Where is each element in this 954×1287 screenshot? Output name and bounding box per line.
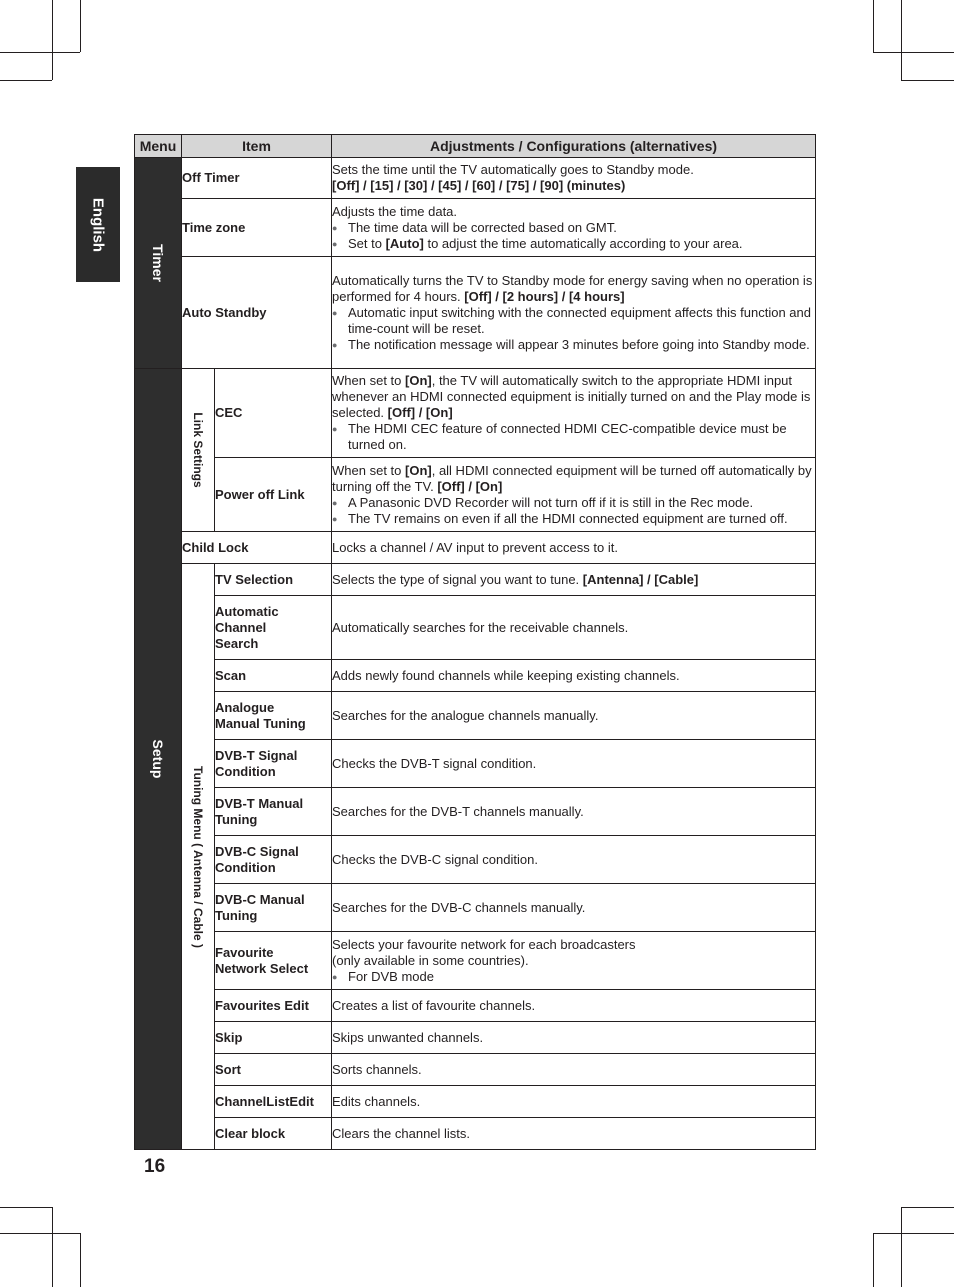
crop-mark — [0, 1207, 52, 1208]
item-line: Tuning — [215, 907, 258, 923]
crop-mark — [80, 1233, 81, 1287]
desc-tuning: Automatically searches for the receivable channels. — [332, 596, 816, 660]
desc-text — [332, 273, 815, 305]
item-line: Channel — [215, 619, 267, 635]
options-text: [Off] / [15] / [30] / [45] / [60] / [75] / [90] (minutes) — [332, 178, 626, 193]
table-row — [135, 458, 816, 532]
desc-text-part: When set to — [332, 462, 405, 478]
table-row — [135, 740, 816, 788]
item-channel-list-edit: ChannelListEdit — [215, 1086, 332, 1118]
desc-child-lock: Locks a channel / AV input to prevent access to it. — [332, 532, 816, 564]
table-row — [135, 596, 816, 660]
bullet-text: Set to — [348, 235, 386, 251]
desc-tuning: Searches for the DVB-T channels manually. — [332, 788, 816, 836]
item-tv-selection: TV Selection — [215, 564, 332, 596]
bullet-item: ● The time data will be corrected based on GMT. — [332, 220, 815, 236]
crop-mark — [873, 1233, 874, 1287]
item-column-header: Item — [182, 135, 332, 158]
table-row — [135, 990, 816, 1022]
desc-text-part: , all HDMI connected equipment will be turned off automatically by turning off the TV. — [332, 462, 812, 494]
bullet-item — [332, 236, 815, 252]
table-row — [135, 932, 816, 990]
item-skip: Skip — [215, 1022, 332, 1054]
submenu-tuning-menu-label: Tuning Menu ( Antenna / Cable ) — [191, 765, 205, 948]
desc-tuning: Checks the DVB-C signal condition. — [332, 836, 816, 884]
desc-favourite-network-select — [332, 932, 816, 990]
crop-mark — [901, 0, 902, 80]
table-row — [135, 1118, 816, 1150]
table-row — [135, 564, 816, 596]
bullet-item: ● A Panasonic DVD Recorder will not turn off if it is still in the Rec mode. — [332, 495, 815, 511]
item-line: Condition — [215, 763, 276, 779]
bullet-item: ● Automatic input switching with the connected equipment affects this function and time-count will be reset. — [332, 305, 815, 337]
desc-tv-selection — [332, 564, 816, 596]
language-tab-label: English — [89, 197, 107, 252]
menu-timer-label: Timer — [150, 244, 166, 282]
bullet-item: ● The notification message will appear 3 minutes before going into Standby mode. — [332, 337, 815, 353]
table-row — [135, 199, 816, 257]
desc-text — [332, 463, 815, 495]
item-tuning — [215, 692, 332, 740]
item-tuning — [215, 740, 332, 788]
table-row — [135, 788, 816, 836]
options-text: [Antenna] / [Cable] — [582, 571, 699, 587]
item-cec: CEC — [215, 369, 332, 458]
table-row — [135, 158, 816, 199]
item-line: Scan — [215, 667, 247, 683]
desc-sort: Sorts channels. — [332, 1054, 816, 1086]
options-text: [Off] / [On] — [387, 405, 453, 420]
item-line: DVB-C Manual — [215, 891, 305, 907]
crop-mark — [901, 1207, 954, 1208]
item-favourite-network-select — [215, 932, 332, 990]
crop-mark — [901, 1207, 902, 1287]
crop-mark — [0, 1233, 80, 1234]
desc-cec — [332, 369, 816, 458]
crop-mark — [873, 52, 954, 53]
crop-mark — [52, 1207, 53, 1287]
desc-text-part: Selects the type of signal you want to tune. — [332, 571, 583, 587]
table-row — [135, 1022, 816, 1054]
desc-skip: Skips unwanted channels. — [332, 1022, 816, 1054]
desc-text-part: Automatically turns the TV to Standby mode for energy saving when no operation is performed for 4 hours. — [332, 272, 813, 304]
desc-text: Adjusts the time data. — [332, 203, 458, 219]
item-line: Tuning — [215, 811, 258, 827]
desc-option: [On] — [405, 462, 432, 478]
language-tab — [76, 167, 120, 282]
desc-tuning: Searches for the DVB-C channels manually. — [332, 884, 816, 932]
item-time-zone: Time zone — [182, 199, 332, 257]
crop-mark — [901, 80, 954, 81]
options-text: [Off] / [On] — [437, 478, 503, 494]
bullet-item: ● For DVB mode — [332, 969, 815, 985]
desc-clear-block: Clears the channel lists. — [332, 1118, 816, 1150]
item-off-timer: Off Timer — [182, 158, 332, 199]
menu-column-header: Menu — [135, 135, 182, 158]
item-power-off-link: Power off Link — [215, 458, 332, 532]
desc-favourites-edit: Creates a list of favourite channels. — [332, 990, 816, 1022]
item-tuning — [215, 596, 332, 660]
desc-text-part: When set to — [332, 373, 405, 388]
menu-timer — [135, 158, 182, 369]
bullet-text: to adjust the time automatically according to your area. — [423, 235, 743, 251]
item-line: Manual Tuning — [215, 715, 306, 731]
desc-text: (only available in some countries). — [332, 952, 529, 968]
desc-channel-list-edit: Edits channels. — [332, 1086, 816, 1118]
item-clear-block: Clear block — [215, 1118, 332, 1150]
submenu-tuning-menu — [182, 564, 215, 1150]
item-line: DVB-T Manual — [215, 795, 304, 811]
item-line: DVB-C Signal — [215, 843, 299, 859]
submenu-link-settings-label: Link Settings — [191, 412, 205, 488]
header-row — [135, 135, 816, 158]
item-child-lock: Child Lock — [182, 532, 332, 564]
item-line: DVB-T Signal — [215, 747, 298, 763]
crop-mark — [0, 80, 52, 81]
desc-option: [On] — [405, 373, 432, 388]
item-tuning — [215, 788, 332, 836]
item-sort: Sort — [215, 1054, 332, 1086]
table-row — [135, 1054, 816, 1086]
table-row — [135, 884, 816, 932]
table-row — [135, 1086, 816, 1118]
desc-text — [332, 373, 815, 421]
crop-mark — [80, 0, 81, 52]
desc-tuning: Searches for the analogue channels manually. — [332, 692, 816, 740]
desc-power-off-link — [332, 458, 816, 532]
desc-auto-standby — [332, 257, 816, 369]
item-line: Favourite — [215, 944, 274, 960]
desc-off-timer — [332, 158, 816, 199]
desc-tuning: Adds newly found channels while keeping existing channels. — [332, 660, 816, 692]
bullet-item: ● The TV remains on even if all the HDMI connected equipment are turned off. — [332, 511, 815, 527]
adjustments-column-header: Adjustments / Configurations (alternatives) — [332, 135, 816, 158]
desc-text: Selects your favourite network for each broadcasters — [332, 936, 636, 952]
table-row — [135, 692, 816, 740]
item-tuning — [215, 836, 332, 884]
menu-setup — [135, 369, 182, 1150]
desc-tuning: Checks the DVB-T signal condition. — [332, 740, 816, 788]
crop-mark — [0, 52, 80, 53]
options-text: [Off] / [2 hours] / [4 hours] — [464, 288, 625, 304]
table-row — [135, 836, 816, 884]
item-line: Analogue — [215, 699, 275, 715]
table-row — [135, 532, 816, 564]
table-row — [135, 369, 816, 458]
desc-text-part: , the TV will automatically switch to the appropriate HDMI input whenever an HDMI connected equipment is initially turned on and the Play mode is selected. — [332, 373, 811, 420]
settings-table — [134, 134, 816, 1150]
item-line: Automatic — [215, 603, 279, 619]
item-line: Search — [215, 635, 259, 651]
bullet-item: ● The HDMI CEC feature of connected HDMI CEC-compatible device must be turned on. — [332, 421, 815, 453]
item-auto-standby: Auto Standby — [182, 257, 332, 369]
crop-mark — [873, 1233, 954, 1234]
item-tuning — [215, 884, 332, 932]
desc-text: Sets the time until the TV automatically goes to Standby mode. — [332, 162, 694, 177]
table-row — [135, 257, 816, 369]
item-tuning — [215, 660, 332, 692]
item-line: Network Select — [215, 960, 309, 976]
item-favourites-edit: Favourites Edit — [215, 990, 332, 1022]
desc-time-zone — [332, 199, 816, 257]
crop-mark — [873, 0, 874, 52]
submenu-link-settings — [182, 369, 215, 532]
bullet-option: [Auto] — [385, 235, 424, 251]
page-number: 16 — [144, 1156, 166, 1177]
table-row — [135, 660, 816, 692]
crop-mark — [52, 0, 53, 80]
menu-setup-label: Setup — [150, 739, 166, 779]
item-line: Condition — [215, 859, 276, 875]
